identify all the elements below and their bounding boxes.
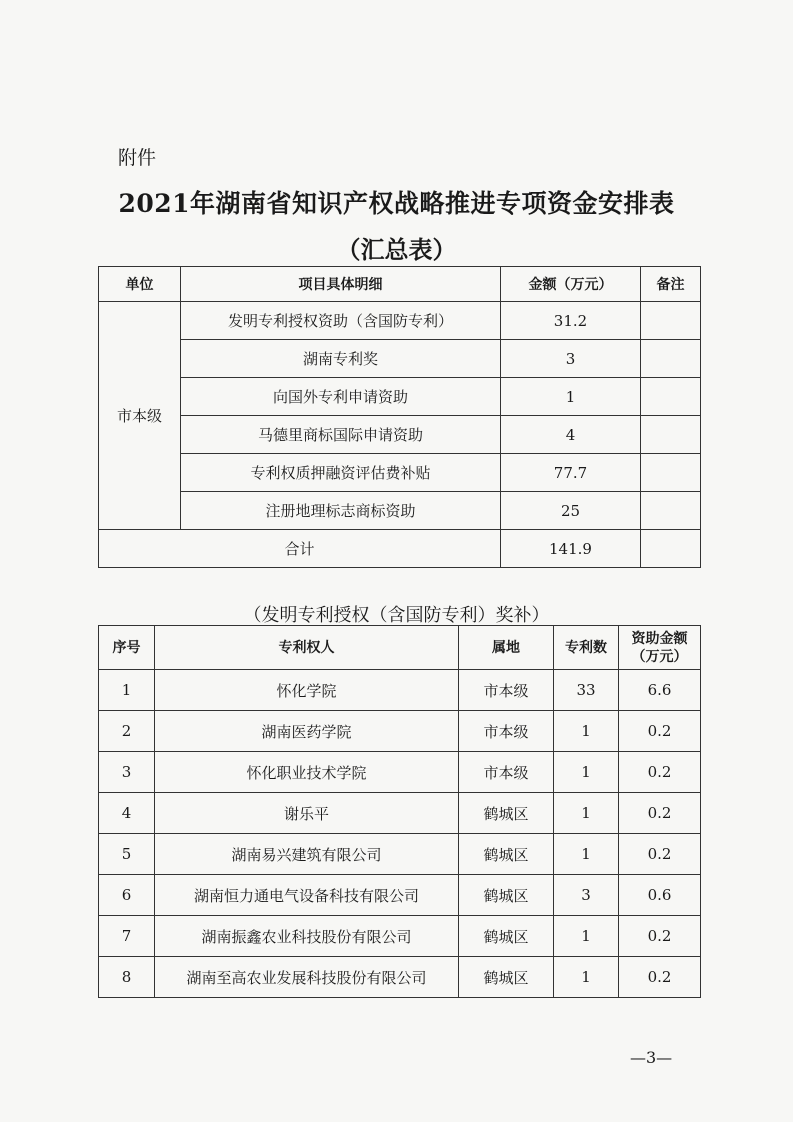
document-subtitle: （汇总表） <box>336 235 457 264</box>
section-title: （发明专利授权（含国防专利）奖补） <box>243 605 550 626</box>
item-cell: 湖南专利奖 <box>181 340 501 378</box>
award-header-row <box>99 626 701 670</box>
document-title: 2021年湖南省知识产权战略推进专项资金安排表 <box>118 189 675 218</box>
amount-cell: 4 <box>501 416 641 454</box>
note-cell <box>641 302 701 340</box>
award-amount-cell: 0.2 <box>619 711 701 752</box>
note-cell <box>641 492 701 530</box>
row-number-cell: 7 <box>99 916 155 957</box>
count-cell: 1 <box>554 711 619 752</box>
table-row <box>99 711 701 752</box>
total-amount: 141.9 <box>501 530 641 568</box>
header-no: 序号 <box>99 626 155 670</box>
table-row <box>99 378 701 416</box>
count-cell: 1 <box>554 916 619 957</box>
row-number-cell: 4 <box>99 793 155 834</box>
note-cell <box>641 454 701 492</box>
count-cell: 1 <box>554 752 619 793</box>
count-cell: 1 <box>554 834 619 875</box>
attachment-label: 附件 <box>118 147 157 169</box>
area-cell: 鹤城区 <box>459 793 554 834</box>
amount-cell: 77.7 <box>501 454 641 492</box>
row-number-cell: 5 <box>99 834 155 875</box>
award-amount-cell: 6.6 <box>619 670 701 711</box>
table-row <box>99 957 701 998</box>
header-unit: 单位 <box>99 267 181 302</box>
table-row <box>99 793 701 834</box>
page-number: —3— <box>630 1048 673 1067</box>
area-cell: 市本级 <box>459 711 554 752</box>
area-cell: 鹤城区 <box>459 834 554 875</box>
count-cell: 33 <box>554 670 619 711</box>
unit-cell: 市本级 <box>99 302 181 530</box>
header-count: 专利数 <box>554 626 619 670</box>
area-cell: 鹤城区 <box>459 916 554 957</box>
header-holder: 专利权人 <box>155 626 459 670</box>
note-cell <box>641 340 701 378</box>
table-row <box>99 302 701 340</box>
table-row <box>99 492 701 530</box>
award-amount-cell: 0.2 <box>619 752 701 793</box>
award-amount-cell: 0.2 <box>619 957 701 998</box>
amount-cell: 3 <box>501 340 641 378</box>
item-cell: 专利权质押融资评估费补贴 <box>181 454 501 492</box>
award-amount-cell: 0.2 <box>619 916 701 957</box>
area-cell: 鹤城区 <box>459 875 554 916</box>
table-row <box>99 454 701 492</box>
amount-cell: 31.2 <box>501 302 641 340</box>
row-number-cell: 6 <box>99 875 155 916</box>
note-cell <box>641 416 701 454</box>
award-table <box>98 625 701 998</box>
row-number-cell: 1 <box>99 670 155 711</box>
note-cell <box>641 378 701 416</box>
total-label: 合计 <box>99 530 501 568</box>
summary-header-row <box>99 267 701 302</box>
holder-cell: 湖南易兴建筑有限公司 <box>155 834 459 875</box>
holder-cell: 怀化学院 <box>155 670 459 711</box>
table-row <box>99 916 701 957</box>
item-cell: 马德里商标国际申请资助 <box>181 416 501 454</box>
area-cell: 鹤城区 <box>459 957 554 998</box>
table-row <box>99 834 701 875</box>
header-area: 属地 <box>459 626 554 670</box>
header-note: 备注 <box>641 267 701 302</box>
table-row <box>99 416 701 454</box>
holder-cell: 湖南医药学院 <box>155 711 459 752</box>
row-number-cell: 2 <box>99 711 155 752</box>
row-number-cell: 3 <box>99 752 155 793</box>
amount-cell: 1 <box>501 378 641 416</box>
count-cell: 3 <box>554 875 619 916</box>
holder-cell: 怀化职业技术学院 <box>155 752 459 793</box>
table-row <box>99 670 701 711</box>
header-amount: 金额（万元） <box>501 267 641 302</box>
header-award-amount: 资助金额 （万元） <box>619 626 701 670</box>
summary-table <box>98 266 701 568</box>
area-cell: 市本级 <box>459 752 554 793</box>
total-row <box>99 530 701 568</box>
count-cell: 1 <box>554 957 619 998</box>
total-note <box>641 530 701 568</box>
count-cell: 1 <box>554 793 619 834</box>
header-item: 项目具体明细 <box>181 267 501 302</box>
item-cell: 向国外专利申请资助 <box>181 378 501 416</box>
table-row <box>99 752 701 793</box>
amount-cell: 25 <box>501 492 641 530</box>
holder-cell: 谢乐平 <box>155 793 459 834</box>
table-row <box>99 340 701 378</box>
holder-cell: 湖南振鑫农业科技股份有限公司 <box>155 916 459 957</box>
award-amount-cell: 0.6 <box>619 875 701 916</box>
row-number-cell: 8 <box>99 957 155 998</box>
award-amount-cell: 0.2 <box>619 834 701 875</box>
holder-cell: 湖南恒力通电气设备科技有限公司 <box>155 875 459 916</box>
table-row <box>99 875 701 916</box>
area-cell: 市本级 <box>459 670 554 711</box>
holder-cell: 湖南至高农业发展科技股份有限公司 <box>155 957 459 998</box>
item-cell: 发明专利授权资助（含国防专利） <box>181 302 501 340</box>
item-cell: 注册地理标志商标资助 <box>181 492 501 530</box>
award-amount-cell: 0.2 <box>619 793 701 834</box>
